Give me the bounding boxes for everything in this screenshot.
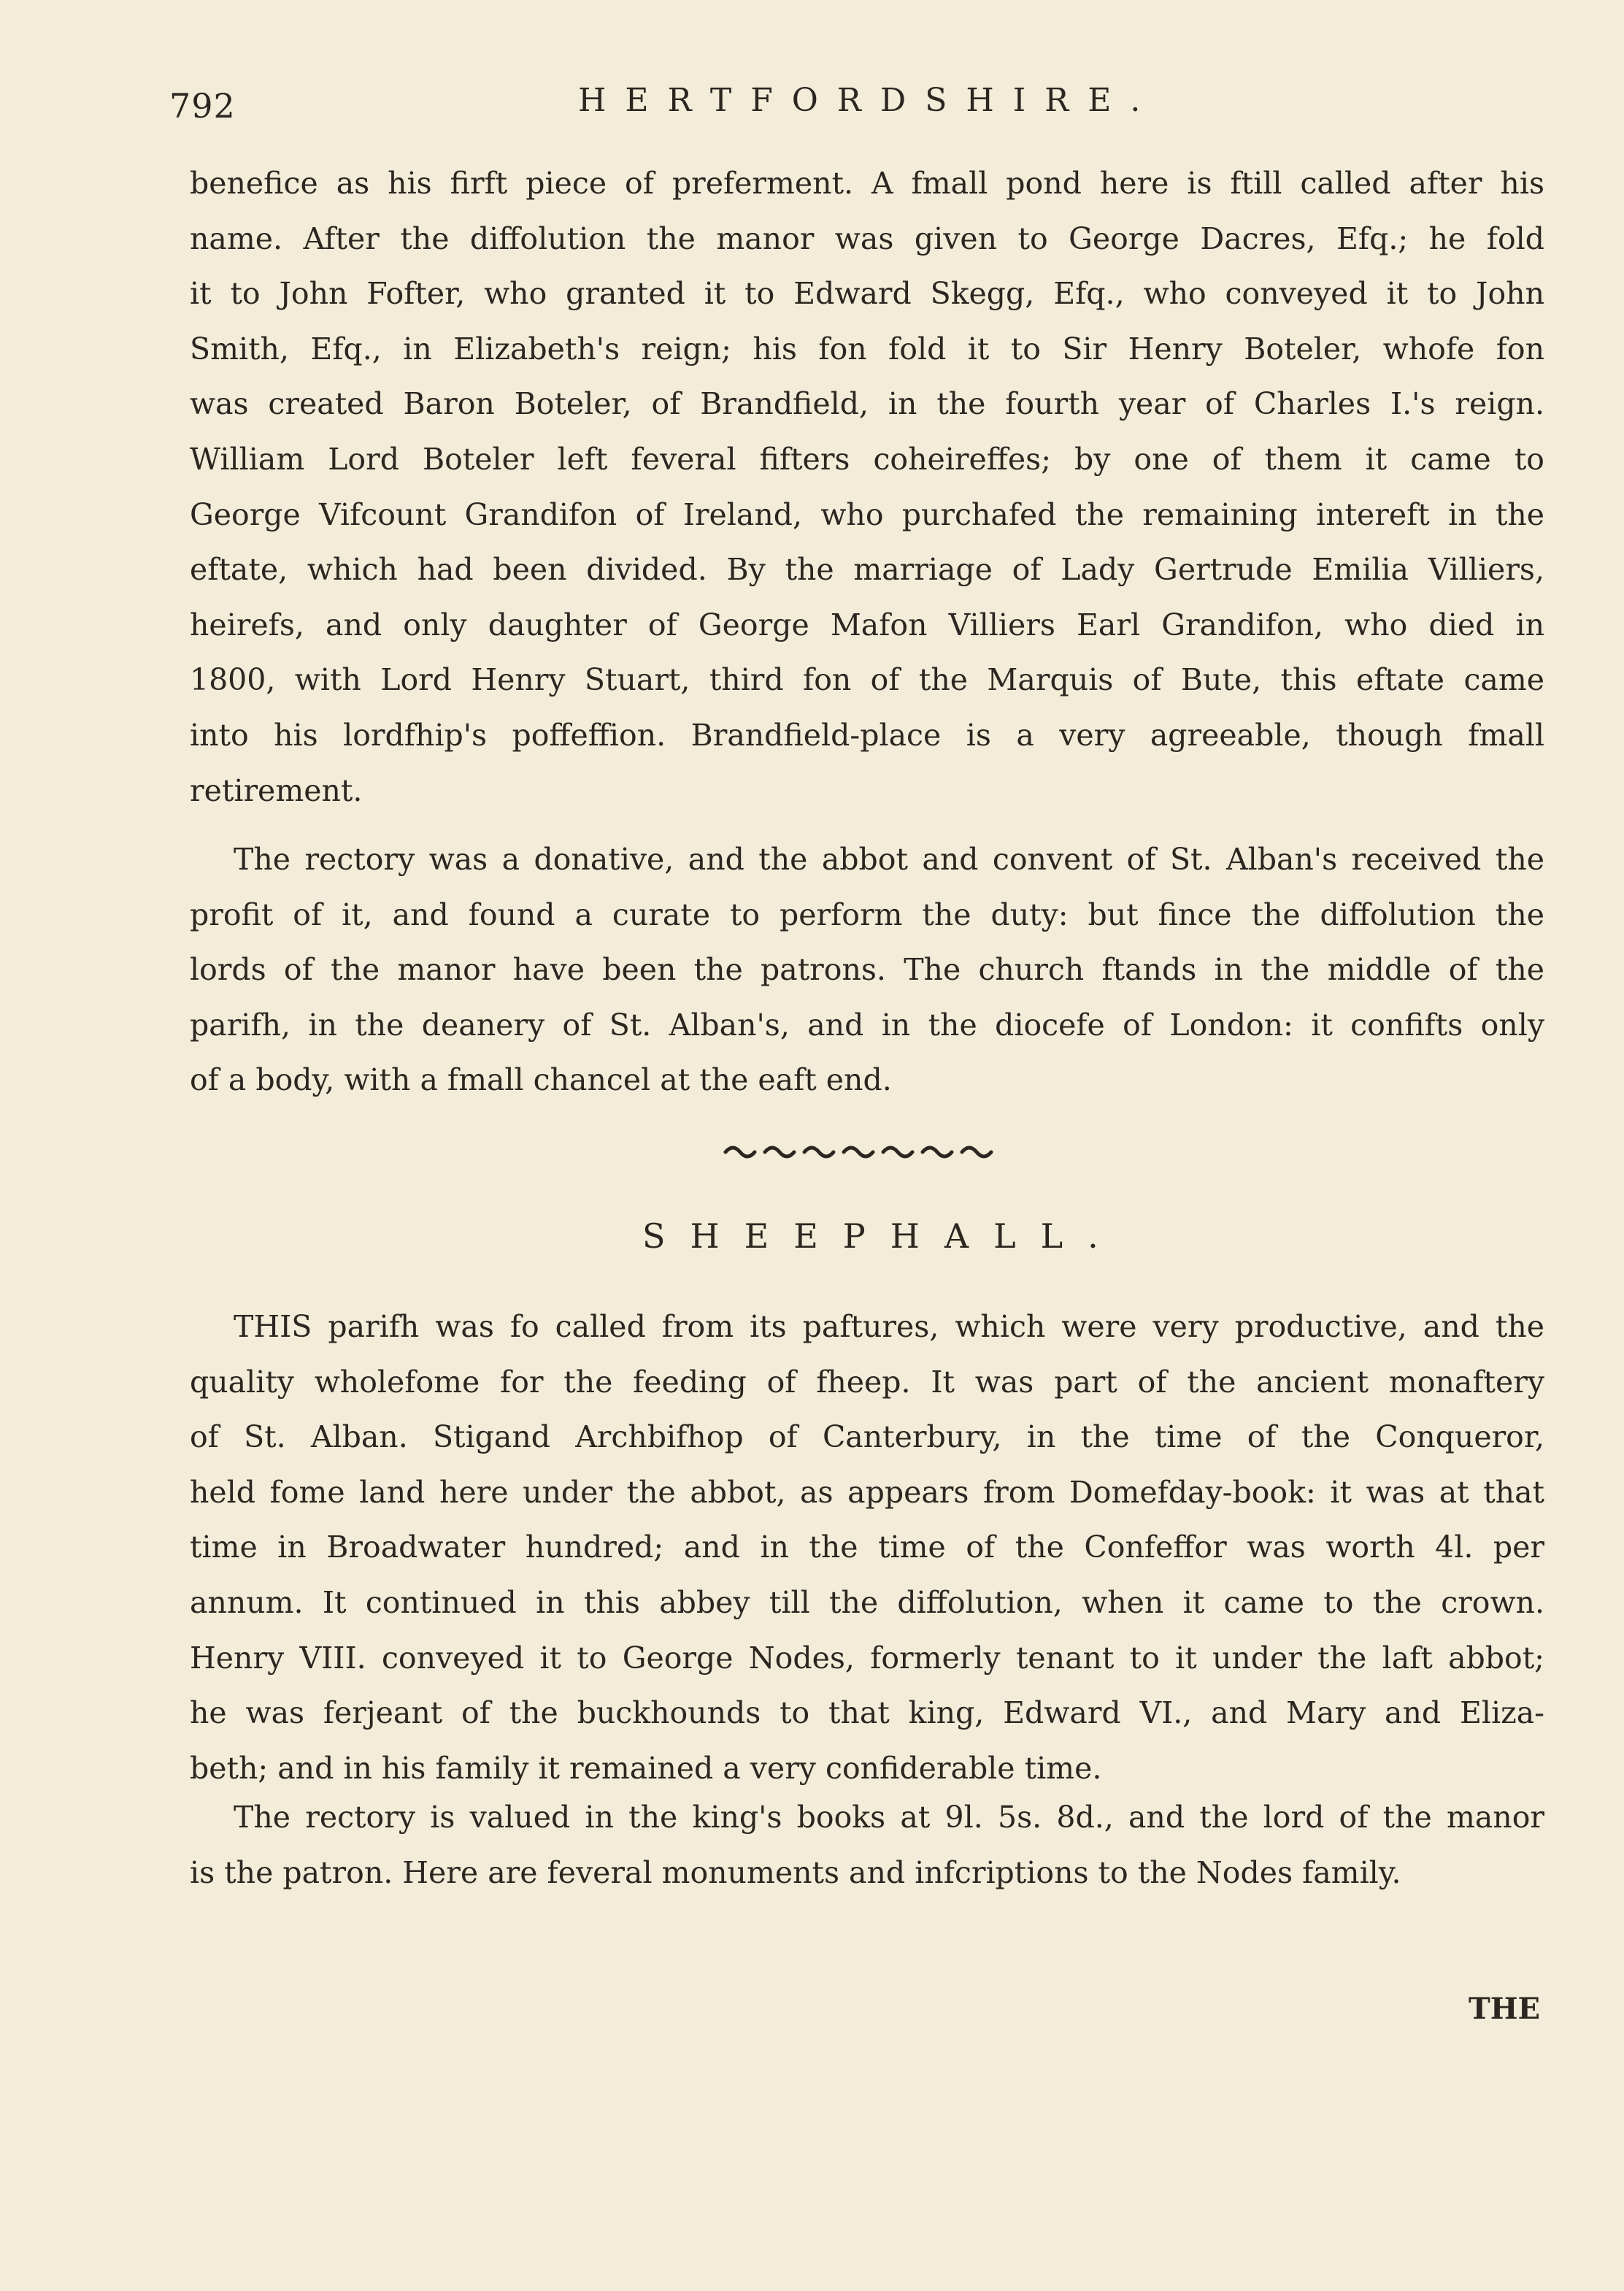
text-line: beth; and in his family it remained a very confiderable time. xyxy=(190,1750,1102,1786)
text-line: time in Broadwater hundred; and in the time of the Confeffor was worth 4l. per xyxy=(190,1530,1544,1565)
paragraph-brandfield-descent xyxy=(190,156,1544,818)
text-line: George Vifcount Grandifon of Ireland, who purchafed the remaining intereft in the xyxy=(190,496,1544,532)
text-line: William Lord Boteler left feveral fifters coheireffes; by one of them it came to xyxy=(190,441,1544,477)
page-number: 792 xyxy=(169,86,236,126)
paragraph-sheephall-rectory xyxy=(190,1790,1544,1900)
text-line: The rectory is valued in the king's books at 9l. 5s. 8d., and the lord of the manor xyxy=(234,1800,1544,1835)
text-line: was created Baron Boteler, of Brandfield, in the fourth year of Charles I.'s reign. xyxy=(190,386,1544,422)
text-line: into his lordfhip's poffeffion. Brandfield-place is a very agreeable, though fmall xyxy=(190,717,1544,753)
text-line: 1800, with Lord Henry Stuart, third fon of the Marquis of Bute, this eftate came xyxy=(190,662,1544,698)
text-line: of a body, with a fmall chancel at the eaft end. xyxy=(190,1062,892,1098)
paragraph-rectory-brandfield xyxy=(190,832,1544,1108)
text-line: annum. It continued in this abbey till the diffolution, when it came to the crown. xyxy=(190,1584,1544,1620)
text-line: lords of the manor have been the patrons. The church ftands in the middle of the xyxy=(190,952,1544,988)
catchword: THE xyxy=(1469,1992,1541,2026)
text-line: quality wholefome for the feeding of fheep. It was part of the ancient monaftery xyxy=(190,1364,1544,1400)
text-line: parifh, in the deanery of St. Alban's, and in the diocefe of London: it confifts only xyxy=(190,1007,1544,1043)
text-line: heirefs, and only daughter of George Mafon Villiers Earl Grandifon, who died in xyxy=(190,607,1544,642)
text-line: profit of it, and found a curate to perform the duty: but fince the diffolution the xyxy=(190,897,1544,932)
text-line: eftate, which had been divided. By the marriage of Lady Gertrude Emilia Villiers, xyxy=(190,552,1544,588)
text-line: benefice as his firft piece of preferment. A fmall pond here is ftill called after his xyxy=(190,166,1544,201)
text-line: is the patron. Here are feveral monuments and infcriptions to the Nodes family. xyxy=(190,1854,1401,1890)
text-line: Smith, Efq., in Elizabeth's reign; his fon fold it to Sir Henry Boteler, whofe fon xyxy=(190,331,1544,367)
text-line: of St. Alban. Stigand Archbifhop of Canterbury, in the time of the Conqueror, xyxy=(190,1419,1544,1455)
text-line: name. After the diffolution the manor was given to George Dacres, Efq.; he fold xyxy=(190,220,1544,256)
section-title: SHEEPHALL. xyxy=(642,1216,1123,1256)
text-line: Henry VIII. conveyed it to George Nodes, formerly tenant to it under the laft abbot; xyxy=(190,1640,1544,1676)
page-header xyxy=(169,82,1483,133)
text-line: he was ferjeant of the buckhounds to that king, Edward VI., and Mary and Eliza- xyxy=(190,1695,1544,1731)
text-line: retirement. xyxy=(190,772,363,808)
text-line: it to John Fofter, who granted it to Edward Skegg, Efq., who conveyed it to John xyxy=(190,276,1544,312)
text-line: THIS parifh was fo called from its paftures, which were very productive, and the xyxy=(234,1309,1544,1344)
running-head: HERTFORDSHIRE. xyxy=(578,82,1160,119)
ornamental-rule xyxy=(720,1139,1012,1161)
text-line: held fome land here under the abbot, as appears from Domefday-book: it was at that xyxy=(190,1474,1544,1510)
paragraph-sheephall xyxy=(190,1300,1544,1796)
text-line: The rectory was a donative, and the abbot and convent of St. Alban's received the xyxy=(234,842,1544,877)
